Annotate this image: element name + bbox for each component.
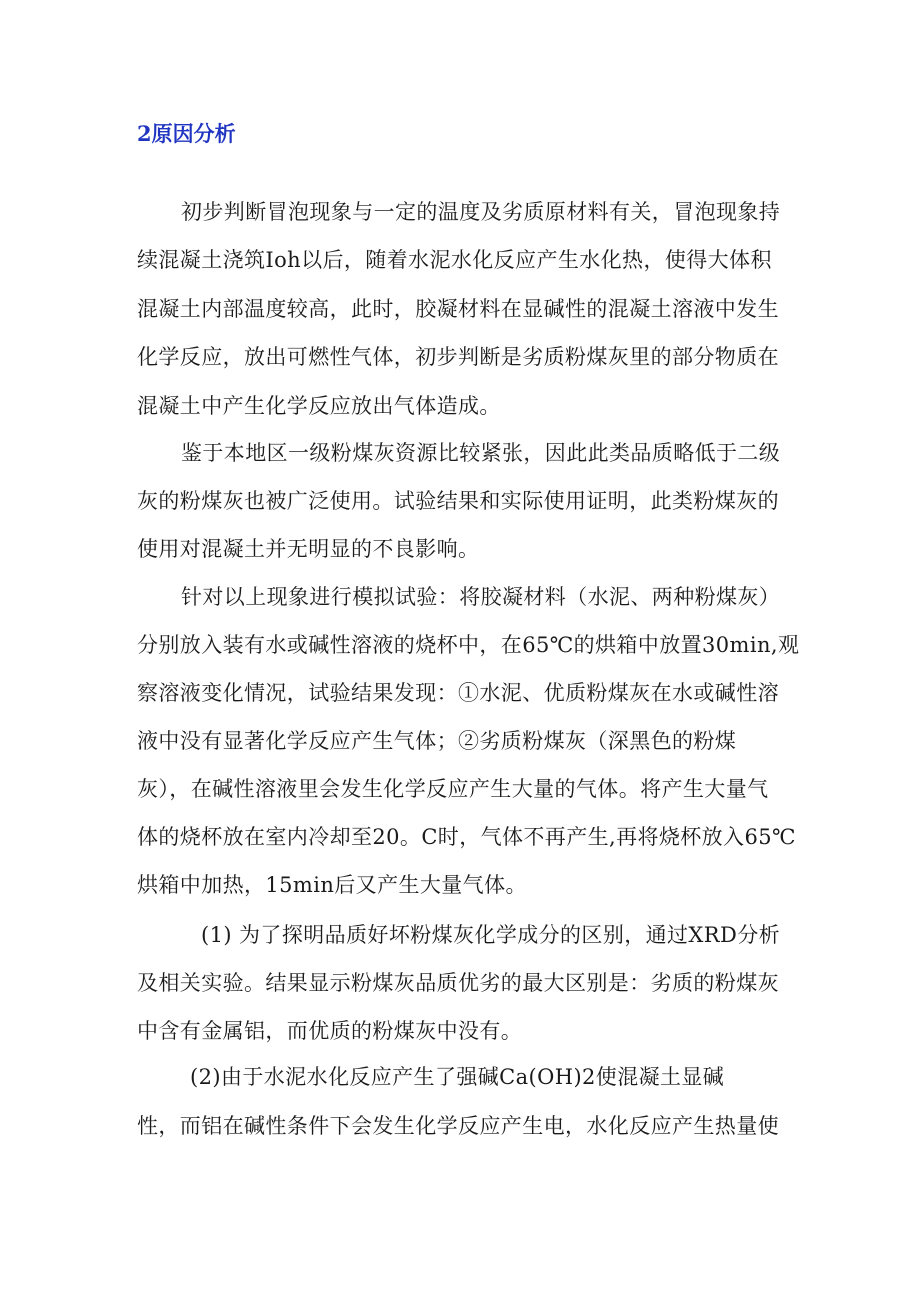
paragraph-line: 化学反应，放出可燃性气体，初步判断是劣质粉煤灰里的部分物质在 bbox=[137, 345, 779, 369]
paragraph-line: 性，而铝在碱性条件下会发生化学反应产生电，水化反应产生热量使 bbox=[137, 1114, 779, 1138]
paragraph-line: 续混凝土浇筑Ioh以后，随着水泥水化反应产生水化热，使得大体积 bbox=[137, 248, 772, 272]
paragraph-line: 液中没有显著化学反应产生气体；②劣质粉煤灰（深黑色的粉煤 bbox=[137, 729, 737, 753]
paragraph-line: 针对以上现象进行模拟试验：将胶凝材料（水泥、两种粉煤灰） bbox=[181, 585, 781, 609]
paragraph-line: 鉴于本地区一级粉煤灰资源比较紧张，因此此类品质略低于二级 bbox=[181, 441, 781, 465]
paragraph-line: 分别放入装有水或碱性溶液的烧杯中，在65℃的烘箱中放置30min,观 bbox=[137, 633, 800, 657]
paragraph-line: 混凝土内部温度较高，此时，胶凝材料在显碱性的混凝土溶液中发生 bbox=[137, 297, 779, 321]
paragraph-line: 体的烧杯放在室内冷却至20。C时，气体不再产生,再将烧杯放入65℃ bbox=[137, 825, 796, 849]
paragraph-line: (1) 为了探明品质好坏粉煤灰化学成分的区别，通过XRD分析 bbox=[201, 923, 781, 947]
paragraph-line: (2)由于水泥水化反应产生了强碱Ca(OH)2使混凝土显碱 bbox=[190, 1065, 725, 1089]
paragraph-line: 察溶液变化情况，试验结果发现：①水泥、优质粉煤灰在水或碱性溶 bbox=[137, 681, 779, 705]
paragraph-line: 初步判断冒泡现象与一定的温度及劣质原材料有关，冒泡现象持 bbox=[181, 200, 781, 224]
paragraph-line: 使用对混凝土并无明显的不良影响。 bbox=[137, 537, 480, 561]
paragraph-line: 烘箱中加热，15min后又产生大量气体。 bbox=[137, 873, 527, 897]
section-heading: 2原因分析 bbox=[137, 121, 236, 146]
paragraph-line: 混凝土中产生化学反应放出气体造成。 bbox=[137, 394, 501, 418]
paragraph-line: 灰的粉煤灰也被广泛使用。试验结果和实际使用证明，此类粉煤灰的 bbox=[137, 489, 779, 513]
paragraph-line: 及相关实验。结果显示粉煤灰品质优劣的最大区别是：劣质的粉煤灰 bbox=[137, 971, 779, 995]
paragraph-line: 中含有金属铝，而优质的粉煤灰中没有。 bbox=[137, 1019, 523, 1043]
paragraph-line: 灰），在碱性溶液里会发生化学反应产生大量的气体。将产生大量气 bbox=[137, 777, 769, 801]
